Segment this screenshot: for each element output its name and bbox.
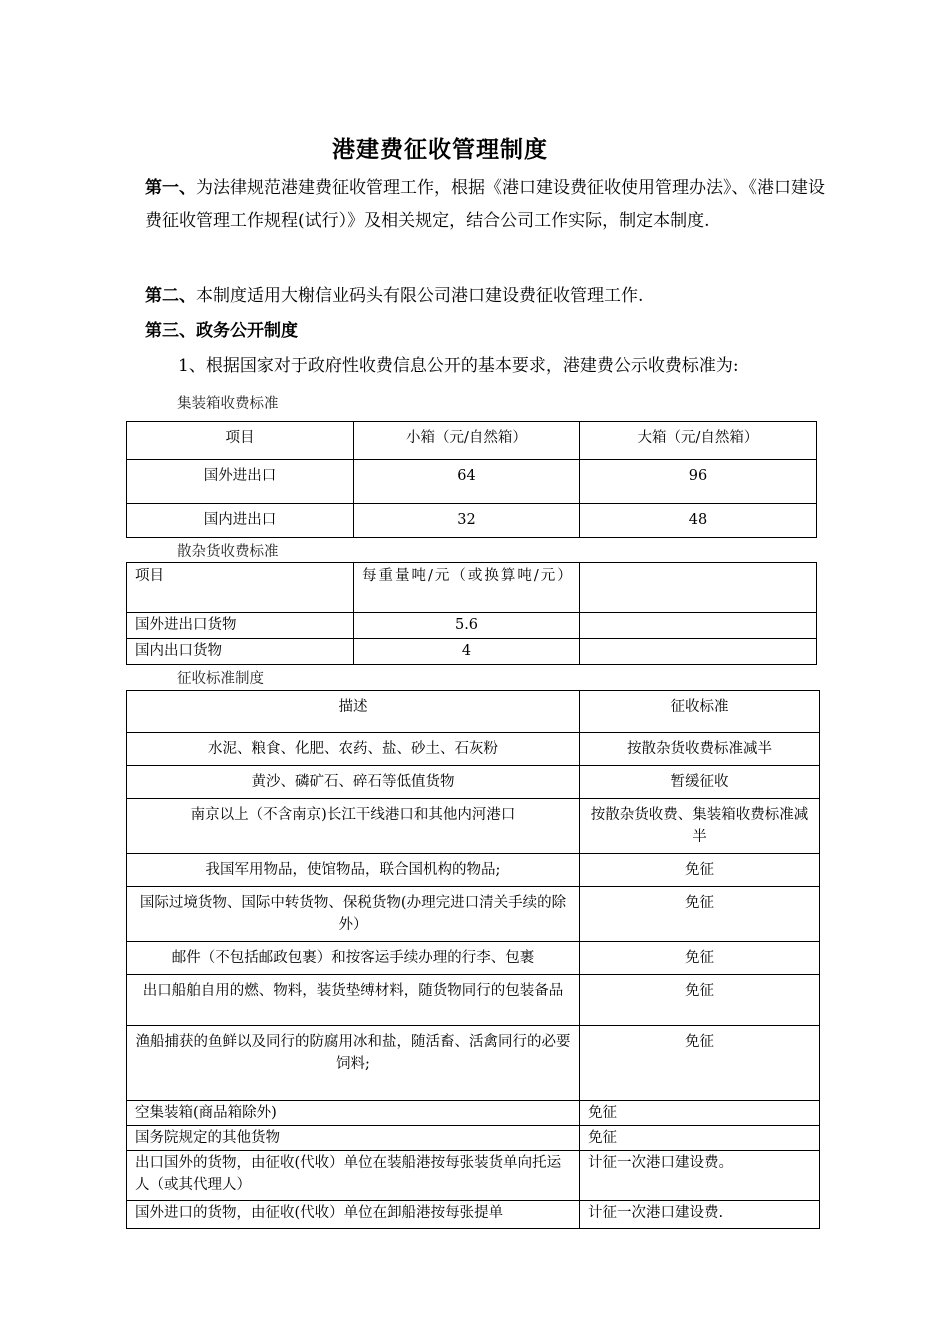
table-header-cell: 小箱（元/自然箱）: [354, 422, 580, 460]
paragraph-1-heading: 第一、: [145, 178, 196, 198]
table-header-row: [127, 691, 820, 733]
table-cell: 免征: [580, 1026, 820, 1101]
table-cell: 按散杂货收费、集装箱收费标准减半: [580, 799, 820, 854]
table-cell: 国际过境货物、国际中转货物、保税货物(办理完进口清关手续的除外）: [127, 887, 580, 942]
table-cell: 48: [580, 504, 817, 538]
table-cell: 免征: [580, 887, 820, 942]
table-row: [127, 942, 820, 975]
table-row: [127, 1101, 820, 1126]
table-row: [127, 799, 820, 854]
table-header-cell: 描述: [127, 691, 580, 733]
table-cell: 国外进出口: [127, 460, 354, 504]
table-cell: 4: [354, 639, 580, 665]
table-row: [127, 1126, 820, 1151]
table-cell: 水泥、粮食、化肥、农药、盐、砂土、石灰粉: [127, 733, 580, 766]
table-header-cell: 征收标准: [580, 691, 820, 733]
paragraph-1: [145, 172, 825, 238]
table-header-row: [127, 563, 817, 613]
table-cell: 国外进出口货物: [127, 613, 354, 639]
table-cell: 国外进口的货物，由征收(代收）单位在卸船港按每张提单: [127, 1201, 580, 1229]
table-row: [127, 733, 820, 766]
table-header-row: [127, 422, 817, 460]
table-cell: 免征: [580, 1101, 820, 1126]
collection-standard-table: [126, 690, 820, 1229]
paragraph-3-heading: 第三、政务公开制度: [145, 321, 298, 341]
table-cell: 64: [354, 460, 580, 504]
table-row: [127, 639, 817, 665]
paragraph-2-body: 本制度适用大榭信业码头有限公司港口建设费征收管理工作.: [196, 286, 644, 306]
bulk-fee-table: [126, 562, 817, 665]
table-cell: 96: [580, 460, 817, 504]
paragraph-3: [145, 315, 825, 348]
table-header-cell: [580, 563, 817, 613]
table-cell: 出口船舶自用的燃、物料，装货垫缚材料，随货物同行的包装备品: [127, 975, 580, 1026]
table-row: [127, 1201, 820, 1229]
table-cell: 南京以上（不含南京)长江干线港口和其他内河港口: [127, 799, 580, 854]
table-cell: [580, 613, 817, 639]
container-table-caption: 集装箱收费标准: [177, 396, 279, 412]
paragraph-2: [145, 280, 825, 313]
bulk-table-caption: 散杂货收费标准: [177, 544, 279, 560]
table-row: [127, 766, 820, 799]
table-cell: 32: [354, 504, 580, 538]
table-row: [127, 975, 820, 1026]
table-row: [127, 504, 817, 538]
table-cell: 免征: [580, 1126, 820, 1151]
table-cell: 免征: [580, 854, 820, 887]
table-row: [127, 887, 820, 942]
table-cell: 渔船捕获的鱼鲜以及同行的防腐用冰和盐，随活畜、活禽同行的必要饲料;: [127, 1026, 580, 1101]
table-cell: 国务院规定的其他货物: [127, 1126, 580, 1151]
table-cell: 国内出口货物: [127, 639, 354, 665]
table-cell: 空集装箱(商品箱除外): [127, 1101, 580, 1126]
paragraph-2-heading: 第二、: [145, 286, 196, 306]
table-cell: [580, 639, 817, 665]
document-title: 港建费征收管理制度: [332, 137, 548, 163]
standard-table-caption: 征收标准制度: [177, 671, 264, 687]
table-row: [127, 613, 817, 639]
table-cell: 黄沙、磷矿石、碎石等低值货物: [127, 766, 580, 799]
table-row: [127, 854, 820, 887]
table-cell: 出口国外的货物，由征收(代收）单位在装船港按每张装货单向托运人（或其代理人）: [127, 1151, 580, 1201]
table-cell: 计征一次港口建设费.: [580, 1201, 820, 1229]
table-cell: 5.6: [354, 613, 580, 639]
table-cell: 邮件（不包括邮政包裹）和按客运手续办理的行李、包裹: [127, 942, 580, 975]
table-row: [127, 1151, 820, 1201]
table-cell: 免征: [580, 975, 820, 1026]
paragraph-4: 1、根据国家对于政府性收费信息公开的基本要求，港建费公示收费标准为:: [178, 356, 739, 376]
container-fee-table: [126, 421, 817, 538]
table-row: [127, 460, 817, 504]
table-cell: 按散杂货收费标准减半: [580, 733, 820, 766]
table-cell: 暂缓征收: [580, 766, 820, 799]
table-header-cell: 项目: [127, 422, 354, 460]
table-header-cell: 每重量吨/元（或换算吨/元）: [354, 563, 580, 613]
table-cell: 国内进出口: [127, 504, 354, 538]
table-header-cell: 项目: [127, 563, 354, 613]
table-cell: 我国军用物品，使馆物品，联合国机构的物品;: [127, 854, 580, 887]
table-row: [127, 1026, 820, 1101]
table-header-cell: 大箱（元/自然箱）: [580, 422, 817, 460]
paragraph-1-body: 为法律规范港建费征收管理工作，根据《港口建设费征收使用管理办法》、《港口建设费征收管理工作规程(试行）》及相关规定，结合公司工作实际，制定本制度.: [145, 178, 825, 231]
table-cell: 计征一次港口建设费。: [580, 1151, 820, 1201]
table-cell: 免征: [580, 942, 820, 975]
